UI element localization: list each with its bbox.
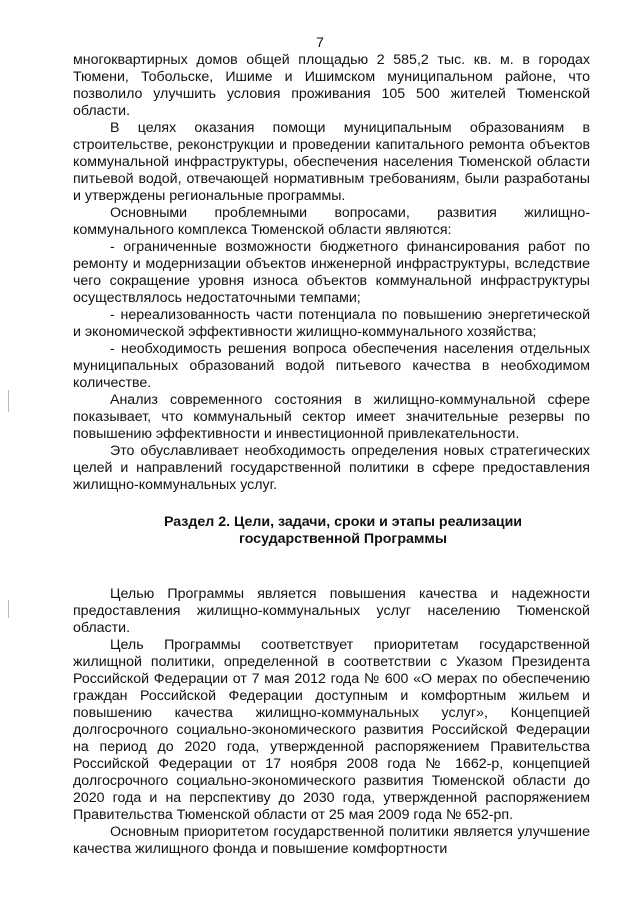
paragraph: - необходимость решения вопроса обеспечения населения отдельных муниципальных образований водой питьевого качества в необходимом количестве. [73,341,590,391]
document-body [73,52,590,858]
paragraphs-after-section [73,586,590,858]
page-number: 7 [316,34,324,50]
paragraph: Цель Программы соответствует приоритетам государственной жилищной политики, определенной в соответствии с Указом Президента Российской Федерации от 7 мая 2012 года № 600 «О мерах по обеспечению граждан Российской Федерации доступным и комфортным жильем и повышению качества жилищно-коммунальных услуг», Концепцией долгосрочного социально-экономического развития Российской Федерации на период до 2020 года, утвержденной распоряжением Правительства Российской Федерации от 17 ноября 2008 года № 1662-р, концепцией долгосрочного социально-экономического развития Тюменской области до 2020 года и на перспективу до 2030 года, утвержденной распоряжением Правительства Тюменской области от 25 мая 2009 года № 652-рп. [73,637,590,823]
paragraph: - ограниченные возможности бюджетного финансирования работ по ремонту и модернизации объектов инженерной инфраструктуры, вследствие чего сокращение уровня износа объектов коммунальной инфраструктуры осуществлялось недостаточными темпами; [73,239,590,306]
paragraph: Основным приоритетом государственной политики является улучшение качества жилищного фонда и повышение комфортности [73,824,590,857]
paragraph: - нереализованность части потенциала по повышению энергетической и экономической эффективности жилищно-коммунального хозяйства; [73,307,590,340]
paragraph: Целью Программы является повышения качества и надежности предоставления жилищно-коммунальных услуг населению Тюменской области. [73,586,590,636]
section-heading-line-1: Раздел 2. Цели, задачи, сроки и этапы реализации [163,514,523,530]
paragraphs-before-section [73,52,590,494]
heading-spacer [73,569,590,586]
scan-edge-mark [8,390,9,412]
paragraph: Основными проблемными вопросами, развития жилищно-коммунального комплекса Тюменской области являются: [73,205,590,238]
paragraph: Анализ современного состояния в жилищно-коммунальной сфере показывает, что коммунальный сектор имеет значительные резервы по повышению эффективности и инвестиционной привлекательности. [73,392,590,442]
paragraph: В целях оказания помощи муниципальным образованиям в строительстве, реконструкции и проведении капитального ремонта объектов коммунальной инфраструктуры, обеспечения населения Тюменской области питьевой водой, отвечающей нормативным требованиям, были разработаны и утверждены региональные программы. [73,120,590,204]
paragraph: многоквартирных домов общей площадью 2 585,2 тыс. кв. м. в городах Тюмени, Тобольске, Ишиме и Ишимском муниципальном районе, что позволило улучшить условия проживания 105 500 жителей Тюменской области. [73,52,590,119]
section-heading [73,514,590,548]
paragraph: Это обуславливает необходимость определения новых стратегических целей и направлений государственной политики в сфере предоставления жилищно-коммунальных услуг. [73,443,590,493]
section-heading-line-2: государственной Программы [238,531,448,547]
scan-edge-mark [8,600,9,618]
